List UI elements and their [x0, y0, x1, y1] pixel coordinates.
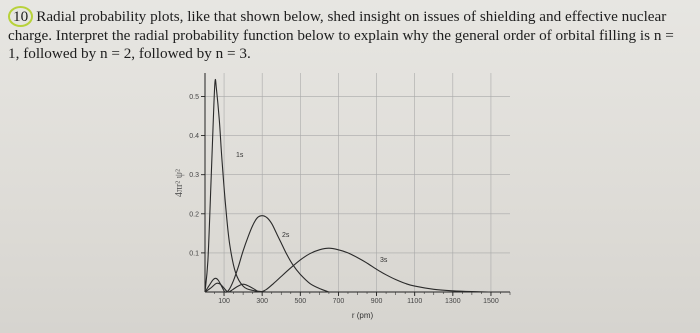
question-number: 10: [8, 6, 33, 27]
curve-label-2s: 2s: [282, 232, 290, 239]
x-tick-label-2: 500: [294, 298, 307, 305]
x-tick-label-1: 300: [256, 298, 269, 305]
x-tick-label-3: 700: [332, 298, 345, 305]
y-tick-label-3: 0.4: [189, 133, 199, 141]
y-tick-label-4: 0.5: [189, 93, 199, 101]
curve-1s: [205, 79, 266, 292]
x-tick-label-6: 1300: [445, 298, 461, 305]
x-tick-label-0: 100: [218, 298, 230, 305]
labels: [174, 152, 388, 320]
x-axis-title: r (pm): [351, 311, 374, 320]
y-tick-label-0: 0.1: [189, 250, 199, 258]
curves: [205, 79, 491, 292]
curve-label-3s: 3s: [380, 257, 388, 264]
grid-lines: [205, 73, 510, 292]
y-tick-label-1: 0.2: [189, 211, 199, 219]
x-tick-label-5: 1100: [407, 298, 423, 305]
question-body: Radial probability plots, like that shown below, shed insight on issues of shielding and effective nuclear charge. Interpret the radial probability function below to explain why the general order of orbital filling is n = 1, followed by n = 2, followed by n = 3.: [8, 8, 674, 62]
curve-3s: [205, 248, 491, 292]
x-tick-label-7: 1500: [483, 298, 499, 305]
x-tick-label-4: 900: [370, 298, 383, 305]
y-axis-title: 4πr² ψ²: [174, 168, 185, 198]
curve-label-1s: 1s: [236, 152, 244, 159]
y-tick-label-2: 0.3: [189, 172, 199, 180]
